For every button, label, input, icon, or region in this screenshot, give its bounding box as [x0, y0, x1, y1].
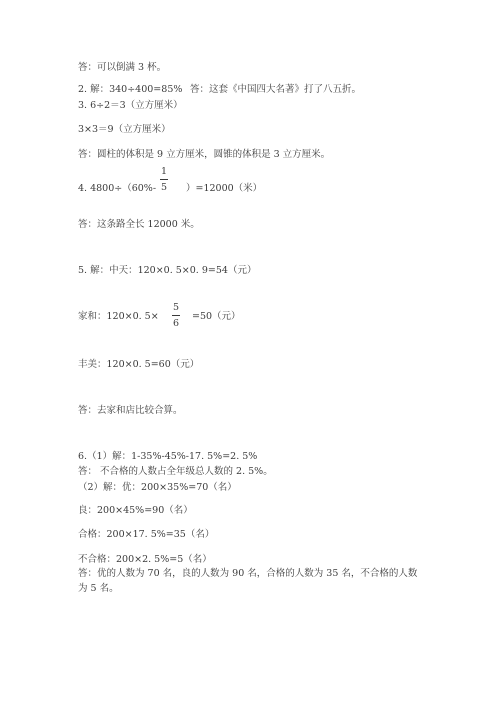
solution-6-excellent: （2）解：优：200×35%=70（名）	[78, 482, 237, 493]
solution-6-good: 良：200×45%=90（名）	[78, 505, 193, 516]
fraction-numerator: 1	[160, 166, 168, 177]
solution-6-part-1: 6.（1）解：1-35%-45%-17. 5%=2. 5%	[78, 451, 258, 462]
fraction-numerator: 5	[172, 302, 180, 313]
answer-4: 答：这条路全长 12000 米。	[78, 219, 200, 230]
solution-4-part-1: 4. 4800÷（60%-	[78, 183, 157, 194]
solution-4-part-2: ）=12000（米）	[186, 183, 263, 194]
fraction-denominator: 5	[160, 182, 168, 193]
answer-6-line-1: 答：优的人数为 70 名，良的人数为 90 名，合格的人数为 35 名，不合格的人数	[78, 568, 418, 579]
answer-6-part-1: 答： 不合格的人数占全年级总人数的 2. 5%。	[78, 466, 273, 477]
solution-6-pass: 合格：200×17. 5%=35（名）	[78, 529, 215, 540]
fraction-bar	[160, 179, 168, 180]
solution-5-jiahe-part-2: =50（元）	[192, 311, 241, 322]
solution-2: 2. 解：340÷400=85%	[78, 84, 183, 95]
fraction-five-sixths	[172, 302, 180, 329]
fraction-bar	[172, 315, 180, 316]
answer-6-line-2: 为 5 名。	[78, 583, 119, 594]
answer-3: 答：圆柱的体积是 9 立方厘米，圆锥的体积是 3 立方厘米。	[78, 149, 331, 160]
fraction-one-fifth	[160, 166, 168, 193]
solution-5-zhongtian: 5. 解：中天：120×0. 5×0. 9=54（元）	[78, 265, 257, 276]
answer-line-1: 答：可以倒满 3 杯。	[78, 62, 167, 73]
fraction-denominator: 6	[172, 318, 180, 329]
solution-5-jiahe-part-1: 家和：120×0. 5×	[78, 311, 159, 322]
solution-5-fengmei: 丰美：120×0. 5=60（元）	[78, 359, 200, 370]
solution-6-fail: 不合格：200×2. 5%=5（名）	[78, 554, 212, 565]
answer-2: 答：这套《中国四大名著》打了八五折。	[190, 84, 362, 95]
solution-3-step-2: 3×3＝9（立方厘米）	[78, 124, 171, 135]
solution-3-step-1: 3. 6÷2＝3（立方厘米）	[78, 100, 183, 111]
answer-5: 答：去家和店比较合算。	[78, 405, 183, 416]
